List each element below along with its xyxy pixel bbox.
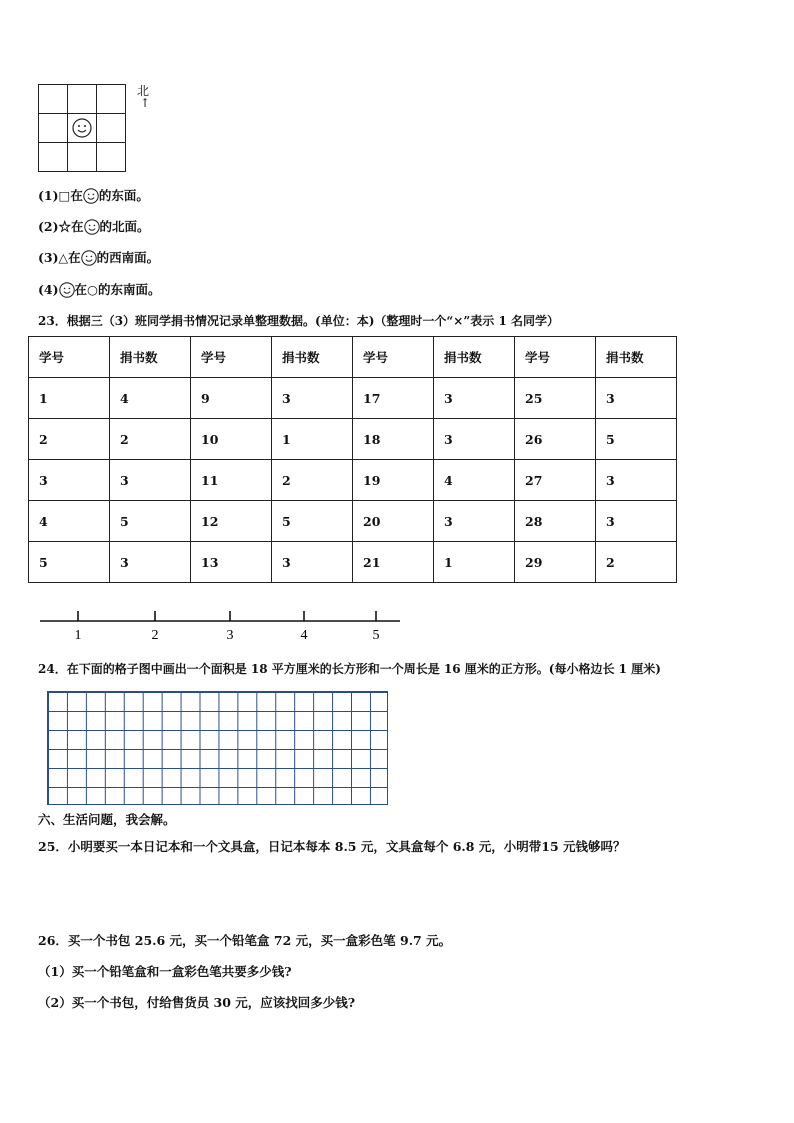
table-cell: 3 xyxy=(434,378,515,419)
table-cell: 3 xyxy=(272,542,353,583)
number-line-label: 2 xyxy=(151,628,159,643)
grid-cell xyxy=(97,85,126,114)
table-cell: 27 xyxy=(515,460,596,501)
table-cell: 5 xyxy=(29,542,110,583)
grid-cell xyxy=(39,143,68,172)
table-cell: 3 xyxy=(596,378,677,419)
table-cell: 3 xyxy=(434,501,515,542)
table-cell: 3 xyxy=(110,542,191,583)
smiley-icon xyxy=(81,250,97,266)
header-cell: 学号 xyxy=(29,337,110,378)
grid-cell xyxy=(68,85,97,114)
number-line-label: 4 xyxy=(300,628,308,643)
table-cell: 1 xyxy=(272,419,353,460)
grid-cell-center xyxy=(68,114,97,143)
north-label: 北 xyxy=(137,84,150,98)
table-cell: 3 xyxy=(272,378,353,419)
table-cell: 4 xyxy=(29,501,110,542)
table-cell: 13 xyxy=(191,542,272,583)
number-line-label: 3 xyxy=(226,628,234,643)
smiley-icon xyxy=(83,188,99,204)
table-cell: 21 xyxy=(353,542,434,583)
table-cell: 25 xyxy=(515,378,596,419)
table-cell: 4 xyxy=(434,460,515,501)
q26-text: 26．买一个书包 25.6 元，买一个铅笔盒 72 元，买一盒彩色笔 9.7 元。 xyxy=(38,933,452,948)
grid-cell xyxy=(39,114,68,143)
number-line-label: 1 xyxy=(74,628,82,643)
header-cell: 学号 xyxy=(353,337,434,378)
grid-cell xyxy=(68,143,97,172)
smiley-icon xyxy=(84,219,100,235)
table-cell: 3 xyxy=(29,460,110,501)
table-cell: 10 xyxy=(191,419,272,460)
q24-title: 24．在下面的格子图中画出一个面积是 18 平方厘米的长方形和一个周长是 16 厘米的正方形。(每小格边长 1 厘米) xyxy=(38,662,661,676)
header-cell: 捐书数 xyxy=(596,337,677,378)
table-cell: 9 xyxy=(191,378,272,419)
number-line xyxy=(38,604,403,644)
direction-question-1: (1)□在 的东面。 xyxy=(38,188,149,203)
table-row xyxy=(29,501,677,542)
table-cell: 26 xyxy=(515,419,596,460)
table-row xyxy=(29,542,677,583)
north-arrow-icon: ↑ xyxy=(140,96,151,110)
table-cell: 5 xyxy=(272,501,353,542)
table-cell: 4 xyxy=(110,378,191,419)
table-cell: 19 xyxy=(353,460,434,501)
q23-title: 23．根据三（3）班同学捐书情况记录单整理数据。(单位：本)（整理时一个“×”表示 1 名同学） xyxy=(38,314,559,328)
table-cell: 17 xyxy=(353,378,434,419)
table-header-row xyxy=(29,337,677,378)
number-line-label: 5 xyxy=(372,628,380,643)
table-cell: 18 xyxy=(353,419,434,460)
table-cell: 5 xyxy=(110,501,191,542)
section-6-title: 六、生活问题，我会解。 xyxy=(38,812,176,827)
table-cell: 29 xyxy=(515,542,596,583)
header-cell: 捐书数 xyxy=(272,337,353,378)
grid-cell xyxy=(97,143,126,172)
square-grid[interactable] xyxy=(47,691,388,805)
smiley-icon xyxy=(72,118,92,138)
direction-question-2: (2)☆在 的北面。 xyxy=(38,219,150,234)
header-cell: 学号 xyxy=(515,337,596,378)
table-cell: 5 xyxy=(596,419,677,460)
grid-cell xyxy=(39,85,68,114)
table-cell: 2 xyxy=(110,419,191,460)
table-cell: 2 xyxy=(596,542,677,583)
table-cell: 1 xyxy=(434,542,515,583)
table-cell: 2 xyxy=(272,460,353,501)
direction-grid xyxy=(38,84,126,172)
smiley-icon xyxy=(59,282,75,298)
direction-question-3: (3)△在 的西南面。 xyxy=(38,250,160,265)
header-cell: 捐书数 xyxy=(110,337,191,378)
table-row xyxy=(29,378,677,419)
table-cell: 1 xyxy=(29,378,110,419)
direction-question-4: (4) 在○的东南面。 xyxy=(38,282,161,297)
table-cell: 11 xyxy=(191,460,272,501)
donation-table xyxy=(28,336,677,583)
table-cell: 3 xyxy=(434,419,515,460)
table-cell: 20 xyxy=(353,501,434,542)
grid-cell xyxy=(97,114,126,143)
table-row xyxy=(29,419,677,460)
q25-text: 25．小明要买一本日记本和一个文具盒，日记本每本 8.5 元，文具盒每个 6.8 元，小明带15 元钱够吗？ xyxy=(38,839,626,854)
table-cell: 3 xyxy=(596,460,677,501)
table-row xyxy=(29,460,677,501)
header-cell: 捐书数 xyxy=(434,337,515,378)
header-cell: 学号 xyxy=(191,337,272,378)
q26-sub1: （1）买一个铅笔盒和一盒彩色笔共要多少钱? xyxy=(38,964,292,979)
table-cell: 3 xyxy=(596,501,677,542)
table-cell: 28 xyxy=(515,501,596,542)
table-cell: 3 xyxy=(110,460,191,501)
table-cell: 2 xyxy=(29,419,110,460)
q26-sub2: （2）买一个书包，付给售货员 30 元，应该找回多少钱? xyxy=(38,995,356,1010)
table-cell: 12 xyxy=(191,501,272,542)
